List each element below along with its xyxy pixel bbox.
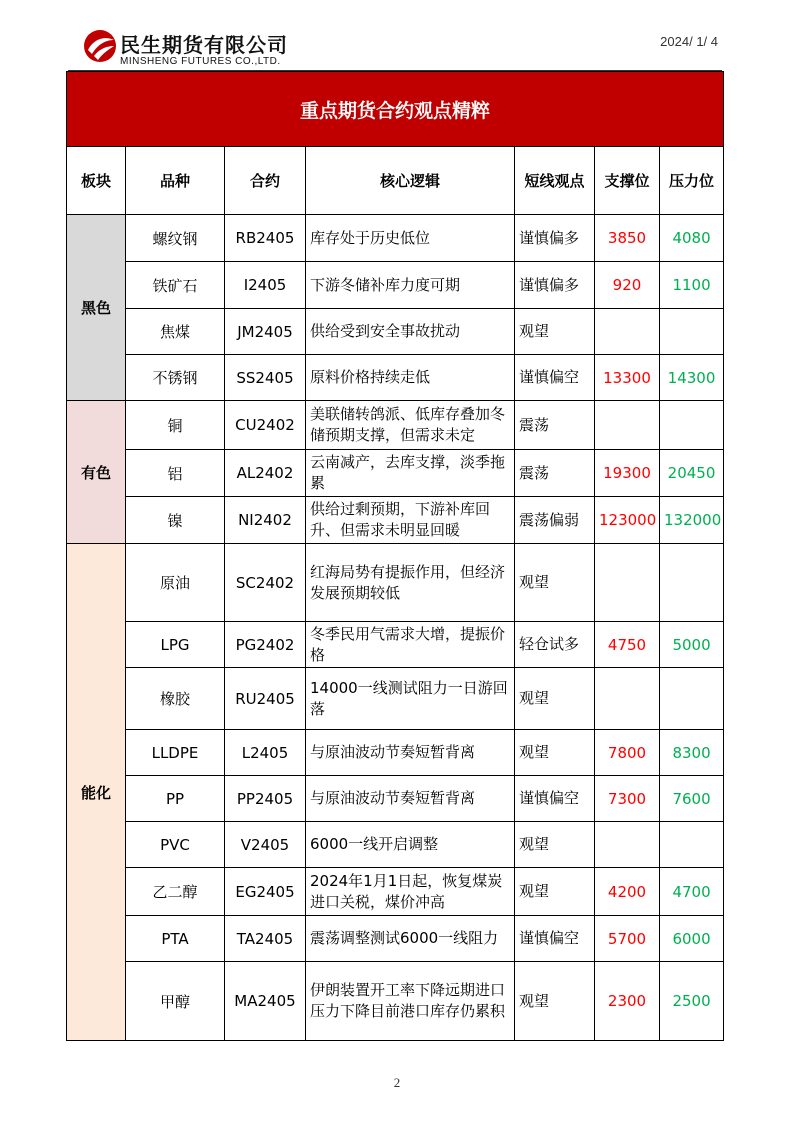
contract-cell: RB2405 [225, 215, 306, 262]
table-row [67, 822, 724, 868]
logic-cell: 供给过剩预期，下游补库回升、但需求未明显回暖 [306, 497, 515, 544]
resistance-cell: 5000 [660, 622, 724, 668]
view-cell: 震荡偏弱 [515, 497, 595, 544]
support-cell: 19300 [595, 450, 660, 497]
view-cell: 谨慎偏多 [515, 215, 595, 262]
table-row [67, 544, 724, 622]
support-cell: 4750 [595, 622, 660, 668]
table-row [67, 622, 724, 668]
variety-cell: LLDPE [126, 730, 225, 776]
logic-cell: 与原油波动节奏短暂背离 [306, 730, 515, 776]
logic-cell: 2024年1月1日起，恢复煤炭进口关税，煤价冲高 [306, 868, 515, 916]
logic-cell: 下游冬储补库力度可期 [306, 262, 515, 309]
resistance-cell: 8300 [660, 730, 724, 776]
contract-cell: AL2402 [225, 450, 306, 497]
contract-cell: TA2405 [225, 916, 306, 962]
contract-cell: EG2405 [225, 868, 306, 916]
variety-cell: 橡胶 [126, 668, 225, 730]
resistance-cell: 20450 [660, 450, 724, 497]
logic-cell: 红海局势有提振作用，但经济发展预期较低 [306, 544, 515, 622]
contract-cell: V2405 [225, 822, 306, 868]
table-row [67, 868, 724, 916]
resistance-cell: 132000 [660, 497, 724, 544]
company-name-en: MINSHENG FUTURES CO.,LTD. [120, 56, 281, 67]
view-cell: 谨慎偏多 [515, 262, 595, 309]
resistance-cell [660, 668, 724, 730]
support-cell: 5700 [595, 916, 660, 962]
contract-cell: SC2402 [225, 544, 306, 622]
company-name-cn: 民生期货有限公司 [120, 33, 288, 57]
contract-cell: PP2405 [225, 776, 306, 822]
logic-cell: 美联储转鸽派、低库存叠加冬储预期支撑，但需求未定 [306, 401, 515, 450]
support-cell: 7800 [595, 730, 660, 776]
column-header-sector: 板块 [67, 147, 126, 215]
table-row [67, 497, 724, 544]
resistance-cell: 2500 [660, 962, 724, 1041]
contract-cell: CU2402 [225, 401, 306, 450]
logic-cell: 云南减产，去库支撑，淡季拖累 [306, 450, 515, 497]
view-cell: 谨慎偏空 [515, 355, 595, 401]
table-row [67, 730, 724, 776]
variety-cell: 铝 [126, 450, 225, 497]
variety-cell: 原油 [126, 544, 225, 622]
view-cell: 观望 [515, 309, 595, 355]
column-header-resistance: 压力位 [660, 147, 724, 215]
resistance-cell [660, 401, 724, 450]
view-cell: 观望 [515, 822, 595, 868]
resistance-cell [660, 544, 724, 622]
view-cell: 观望 [515, 868, 595, 916]
minsheng-logo-icon [82, 28, 118, 64]
resistance-cell [660, 309, 724, 355]
table-row [67, 916, 724, 962]
support-cell: 2300 [595, 962, 660, 1041]
table-row [67, 450, 724, 497]
resistance-cell: 7600 [660, 776, 724, 822]
table-row [67, 776, 724, 822]
variety-cell: 铜 [126, 401, 225, 450]
table-row [67, 215, 724, 262]
variety-cell: PP [126, 776, 225, 822]
logic-cell: 供给受到安全事故扰动 [306, 309, 515, 355]
view-cell: 谨慎偏空 [515, 916, 595, 962]
support-cell [595, 401, 660, 450]
contract-cell: L2405 [225, 730, 306, 776]
contract-cell: MA2405 [225, 962, 306, 1041]
contract-cell: NI2402 [225, 497, 306, 544]
column-header-view: 短线观点 [515, 147, 595, 215]
logic-cell: 伊朗装置开工率下降远期进口压力下降目前港口库存仍累积 [306, 962, 515, 1041]
table-row [67, 262, 724, 309]
contract-cell: I2405 [225, 262, 306, 309]
logic-cell: 冬季民用气需求大增，提振价格 [306, 622, 515, 668]
company-logo [82, 28, 322, 72]
logic-cell: 14000一线测试阻力一日游回落 [306, 668, 515, 730]
variety-cell: LPG [126, 622, 225, 668]
logic-cell: 震荡调整测试6000一线阻力 [306, 916, 515, 962]
sector-cell-energy-chemical: 能化 [67, 544, 126, 1041]
page-number: 2 [393, 1075, 401, 1090]
support-cell: 123000 [595, 497, 660, 544]
variety-cell: 螺纹钢 [126, 215, 225, 262]
variety-cell: 乙二醇 [126, 868, 225, 916]
resistance-cell: 1100 [660, 262, 724, 309]
table-row [67, 309, 724, 355]
support-cell: 3850 [595, 215, 660, 262]
resistance-cell [660, 822, 724, 868]
resistance-cell: 6000 [660, 916, 724, 962]
variety-cell: 甲醇 [126, 962, 225, 1041]
table-row [67, 355, 724, 401]
variety-cell: 焦煤 [126, 309, 225, 355]
support-cell: 4200 [595, 868, 660, 916]
view-cell: 观望 [515, 544, 595, 622]
support-cell [595, 544, 660, 622]
contract-cell: JM2405 [225, 309, 306, 355]
futures-views-table [66, 71, 724, 1041]
view-cell: 观望 [515, 668, 595, 730]
variety-cell: 镍 [126, 497, 225, 544]
variety-cell: 不锈钢 [126, 355, 225, 401]
support-cell: 13300 [595, 355, 660, 401]
contract-cell: SS2405 [225, 355, 306, 401]
table-row [67, 401, 724, 450]
logic-cell: 库存处于历史低位 [306, 215, 515, 262]
column-header-support: 支撑位 [595, 147, 660, 215]
resistance-cell: 4080 [660, 215, 724, 262]
support-cell: 920 [595, 262, 660, 309]
column-header-logic: 核心逻辑 [306, 147, 515, 215]
contract-cell: RU2405 [225, 668, 306, 730]
support-cell [595, 309, 660, 355]
variety-cell: 铁矿石 [126, 262, 225, 309]
variety-cell: PVC [126, 822, 225, 868]
logic-cell: 6000一线开启调整 [306, 822, 515, 868]
view-cell: 谨慎偏空 [515, 776, 595, 822]
sector-cell-black: 黑色 [67, 215, 126, 401]
table-row [67, 668, 724, 730]
view-cell: 观望 [515, 962, 595, 1041]
support-cell: 7300 [595, 776, 660, 822]
view-cell: 震荡 [515, 450, 595, 497]
logic-cell: 与原油波动节奏短暂背离 [306, 776, 515, 822]
table-title: 重点期货合约观点精粹 [67, 72, 724, 147]
resistance-cell: 4700 [660, 868, 724, 916]
logic-cell: 原料价格持续走低 [306, 355, 515, 401]
column-header-contract: 合约 [225, 147, 306, 215]
view-cell: 震荡 [515, 401, 595, 450]
resistance-cell: 14300 [660, 355, 724, 401]
report-date: 2024/ 1/ 4 [660, 34, 718, 49]
support-cell [595, 668, 660, 730]
support-cell [595, 822, 660, 868]
variety-cell: PTA [126, 916, 225, 962]
sector-cell-nonferrous: 有色 [67, 401, 126, 544]
table-row [67, 962, 724, 1041]
table-header-row [67, 147, 724, 215]
contract-cell: PG2402 [225, 622, 306, 668]
view-cell: 轻仓试多 [515, 622, 595, 668]
view-cell: 观望 [515, 730, 595, 776]
column-header-variety: 品种 [126, 147, 225, 215]
